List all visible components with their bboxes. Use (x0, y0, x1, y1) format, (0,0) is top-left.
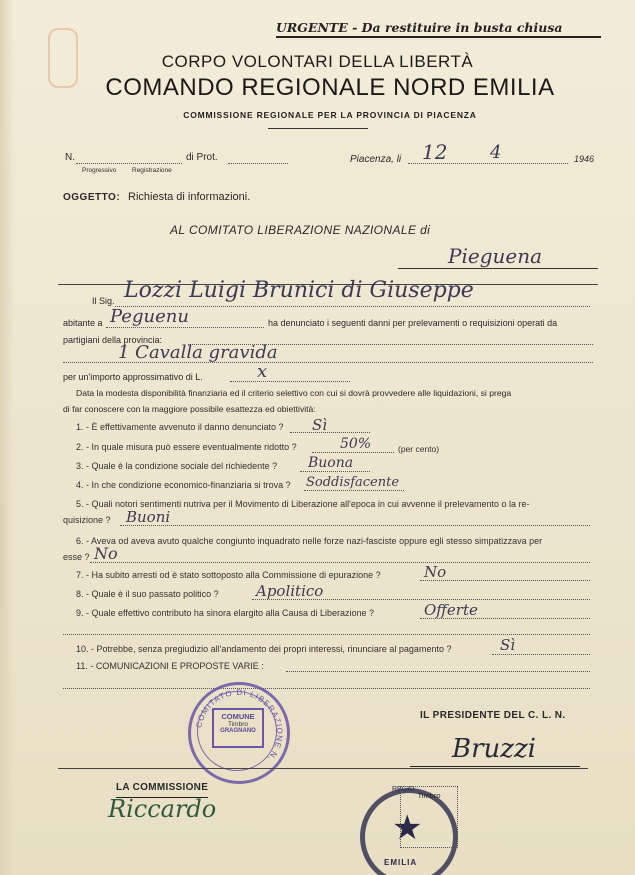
addressee-field (398, 268, 598, 269)
answer-5-handwritten: Buoni (126, 508, 171, 526)
answer-2-field (312, 452, 394, 453)
question-5-num: 5. (76, 499, 84, 509)
question-3-num: 3. (76, 461, 84, 471)
answer-3-field (300, 471, 370, 472)
comune-box-stamp (212, 708, 264, 748)
answer-11-field (286, 671, 590, 672)
subject-text: Richiesta di informazioni. (128, 191, 251, 203)
question-1-text: - È effettivamente avvenuto il danno denunciato ? (86, 422, 284, 432)
partigiani-text: partigiani della provincia: (63, 335, 163, 345)
answer-1-handwritten: Sì (312, 416, 328, 434)
question-6-text: - Aveva od aveva avuto qualche congiunto inquadrato nelle forze nazi-fasciste oppure egli stesso simpatizzava per (86, 536, 543, 546)
comune-box-sub: Timbro (228, 721, 248, 728)
answer-5-field (120, 525, 590, 526)
question-2 (76, 442, 297, 452)
question-7-num: 7. (76, 570, 84, 580)
denuncia-text: ha denunciato i seguenti danni per prelevamenti o requisizioni operati da (268, 318, 558, 328)
question-10 (76, 644, 451, 654)
commission-signature: Riccardo (108, 795, 217, 823)
question-2-num: 2. (76, 442, 84, 452)
abitante-field (106, 327, 264, 328)
protocol-n-label: N. (65, 152, 75, 163)
answer-4-field (304, 490, 404, 491)
comune-box-place: GRAGNANO (220, 728, 256, 734)
answer-6-field (90, 562, 590, 563)
urgent-note: - Da restituire in busta chiusa (352, 20, 563, 35)
addressee-text: AL COMITATO LIBERAZIONE NAZIONALE di (170, 223, 431, 237)
importo-field (230, 381, 350, 382)
question-4-text: - In che condizione economico-finanziaria si trova ? (86, 480, 291, 490)
answer-10-handwritten: Sì (500, 636, 516, 654)
question-8 (76, 589, 219, 599)
sig-label: Il Sig. (92, 296, 115, 306)
date-place-label: Piacenza, li (350, 154, 402, 165)
question-4-num: 4. (76, 480, 84, 490)
question-5-cont: quisizione ? (63, 515, 111, 525)
question-7 (76, 570, 381, 580)
president-title: IL PRESIDENTE DEL C. L. N. (420, 710, 566, 721)
header-rule (268, 128, 368, 129)
question-5-text: - Quali notori sentimenti nutriva per il Movimento di Liberazione all'epoca in cui avvenne il prelevamento o la re- (86, 499, 530, 509)
cln-ring-label: COMITATO DI LIBERAZIONE N. (194, 687, 285, 764)
question-6 (76, 536, 542, 546)
question-11-num: 11. (76, 661, 88, 671)
date-month-handwritten: 4 (490, 142, 502, 163)
intro-line-2: di far conoscere con la maggiore possibile esattezza ed obiettività: (63, 404, 316, 414)
question-9-text: - Quale effettivo contributo ha sinora elargito alla Causa di Liberazione ? (86, 608, 375, 618)
regional-stamp-ring: EMILIA (384, 858, 418, 867)
abitante-label: abitante a (63, 318, 103, 328)
question-11 (76, 661, 264, 671)
answer-8-handwritten: Apolitico (256, 582, 324, 600)
protocol-progressivo: Progressivo (82, 167, 117, 174)
question-8-num: 8. (76, 589, 84, 599)
question-4 (76, 480, 291, 490)
president-signature: Bruzzi (452, 734, 536, 764)
answer-1-field (290, 432, 370, 433)
question-3 (76, 461, 277, 471)
timbro-label: Timbro (417, 791, 441, 800)
regional-stamp-top: REGIO (392, 786, 415, 793)
question-3-text: - Quale è la condizione sociale del richiedente ? (86, 461, 278, 471)
question-6-num: 6. (76, 536, 84, 546)
org-line-1: CORPO VOLONTARI DELLA LIBERTÀ (161, 52, 474, 71)
answer-3-handwritten: Buona (308, 455, 354, 471)
answer-10-field (492, 654, 590, 655)
comune-box-title: COMUNE (221, 712, 255, 721)
answer-2-handwritten: 50% (340, 436, 372, 452)
claimant-name-handwritten: Lozzi Luigi Brunici di Giuseppe (124, 278, 474, 303)
protocol-prot-label: di Prot. (186, 152, 218, 163)
question-8-text: - Quale è il suo passato politico ? (86, 589, 219, 599)
question-2-text: - In quale misura può essere eventualmente ridotto ? (86, 442, 297, 452)
answer-9-handwritten: Offerte (424, 601, 478, 619)
timbro-box (400, 786, 458, 848)
addressee-place-handwritten: Pieguena (448, 244, 543, 268)
question-10-num: 10. (76, 644, 89, 654)
protocol-registrazione: Registrazione (132, 167, 172, 174)
footer-rule (58, 768, 588, 769)
item-field (63, 362, 593, 363)
date-year: 1946 (574, 154, 595, 164)
question-1 (76, 422, 284, 432)
importo-label: per un'importo approssimativo di L. (63, 372, 203, 382)
blank-line-b (63, 688, 590, 689)
question-9 (76, 608, 374, 618)
answer-6-handwritten: No (94, 544, 118, 563)
president-signature-line (410, 766, 580, 767)
answer-2-suffix: (per cento) (398, 444, 440, 454)
urgent-underline (276, 36, 601, 38)
question-11-text: - COMUNICAZIONI E PROPOSTE VARIE : (90, 661, 264, 671)
question-1-num: 1. (76, 422, 84, 432)
question-9-num: 9. (76, 608, 84, 618)
question-10-text: - Potrebbe, senza pregiudizio all'andamento dei propri interessi, rinunciare al pagamento ? (91, 644, 452, 654)
protocol-number-field (76, 163, 182, 164)
urgent-banner (276, 20, 563, 35)
subject-label: OGGETTO: (63, 192, 121, 203)
question-7-text: - Ha subito arresti od è stato sottoposto alla Commissione di epurazione ? (86, 570, 381, 580)
commission-title: LA COMMISSIONE (116, 782, 209, 793)
regional-stamp-star: ★ (392, 809, 423, 847)
answer-7-handwritten: No (424, 563, 447, 581)
intro-line-1: Data la modesta disponibilità finanziaria ed il criterio selettivo con cui si dovrà provvedere alle liquidazioni, si prega (76, 388, 512, 398)
protocol-prot-field (228, 163, 288, 164)
abitante-handwritten: Peguenu (110, 306, 189, 327)
urgent-word: URGENTE (276, 20, 348, 35)
blank-line-a (63, 634, 590, 635)
question-6-cont: esse ? (63, 552, 90, 562)
paper-edge-stain (0, 0, 14, 875)
date-day-handwritten: 12 (422, 140, 448, 164)
importo-handwritten: x (257, 361, 268, 382)
item-handwritten: 1 Cavalla gravida (118, 342, 278, 363)
org-line-3: COMMISSIONE REGIONALE PER LA PROVINCIA DI PIACENZA (183, 110, 477, 120)
org-line-2: COMANDO REGIONALE NORD EMILIA (105, 74, 555, 101)
answer-4-handwritten: Soddisfacente (306, 475, 400, 490)
